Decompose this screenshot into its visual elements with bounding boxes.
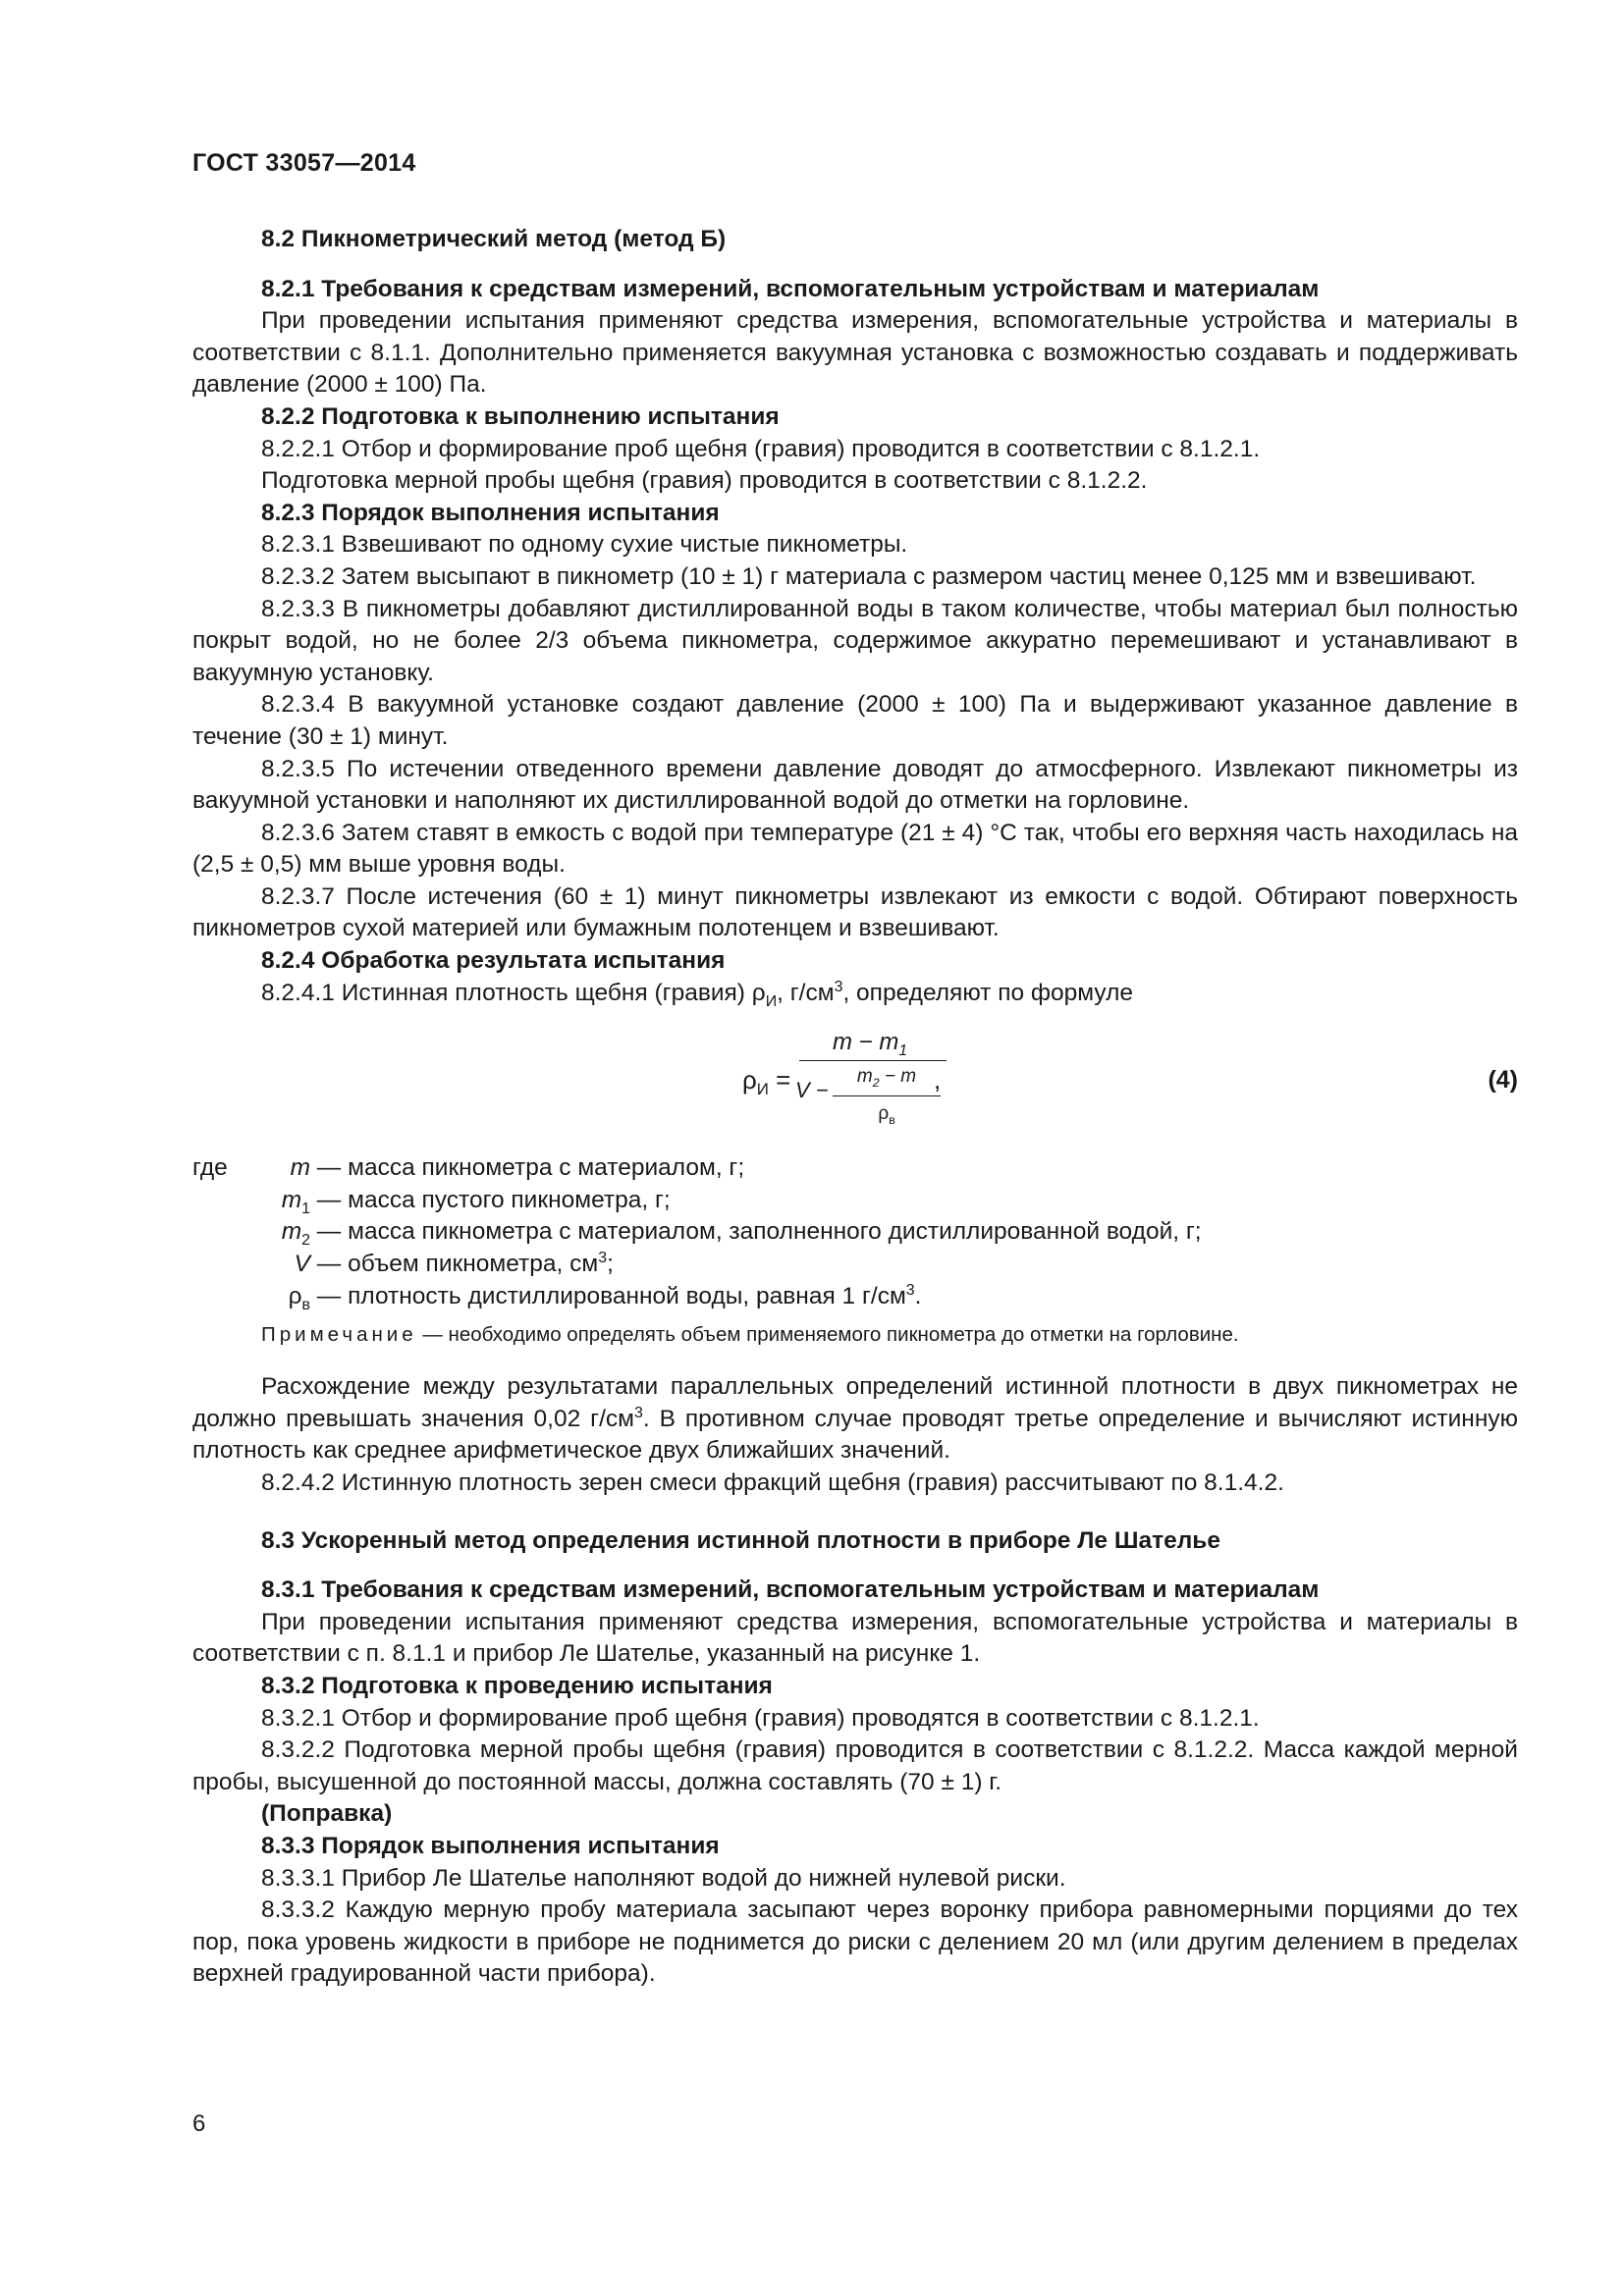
formula-denominator: V − $m_2 - m$ $\rho_в$ [811,1061,929,1120]
section-8-2-1-title: 8.2.1 Требования к средствам измерений, вспомогательным устройствам и материалам [261,275,1320,302]
section-8-2-4-title: 8.2.4 Обработка результата испытания [261,947,726,975]
legend-row: $m_1$ — масса пустого пикнометра, г; [281,1186,671,1217]
paragraph: При проведении испытания применяют средства измерения, вспомогательные устройства и материалы в соответствии с 8.1.1. Дополнительно применяется вакуумная установка с возможностью создавать и поддерживать давление (2000 ± 100) Па. [192,307,1518,399]
section-8-2-3-title: 8.2.3 Порядок выполнения испытания [261,499,720,526]
paragraph: Подготовка мерной пробы щебня (гравия) проводится в соответствии с 8.1.2.2. [261,467,1148,495]
paragraph: 8.3.3.2 Каждую мерную пробу материала засыпают через воронку прибора равномерными порциями до тех пор, пока уровень жидкости в приборе не поднимется до риски с делением 20 мл (или другим делением в пределах верхней градуированной части прибора). [192,1896,1518,1988]
section-8-3-title: 8.3 Ускоренный метод определения истинной плотности в приборе Ле Шателье [261,1526,1220,1554]
section-8-2-2-title: 8.2.2 Подготовка к выполнению испытания [261,402,780,430]
equation-number: (4) [1488,1066,1518,1095]
legend-row: $m_2$ — масса пикнометра с материалом, заполненного дистиллированной водой, г; [281,1218,1202,1250]
paragraph: 8.2.3.1 Взвешивают по одному сухие чистые пикнометры. [261,531,908,559]
paragraph: 8.2.3.4 В вакуумной установке создают давление (2000 ± 100) Па и выдерживают указанное давление в течение (30 ± 1) минут. [192,691,1518,750]
formula-inner-fraction: $m_2 - m$ $\rho_в$ [833,1061,941,1130]
paragraph: При проведении испытания применяют средства измерения, вспомогательные устройства и материалы в соответствии с п. 8.1.1 и прибор Ле Шателье, указанный на рисунке 1. [192,1608,1518,1668]
legend-row: где m — масса пикнометра с материалом, г; [192,1154,745,1182]
paragraph: 8.3.2.2 Подготовка мерной пробы щебня (гравия) проводится в соответствии с 8.1.2.2. Масса каждой мерной пробы, высушенной до постоянной массы, должна составлять (70 ± 1) г. [192,1736,1518,1795]
paragraph: 8.3.3.1 Прибор Ле Шателье наполняют водой до нижней нулевой риски. [261,1864,1066,1892]
formula-lhs: $\rho_И$ = [742,1065,791,1099]
formula-block: $\rho_И$ = $m - m_1$ V − $m_2 - m$ $\rho_в$ , (4) [192,1017,1518,1143]
paragraph: 8.2.2.1 Отбор и формирование проб щебня (гравия) проводится в соответствии с 8.1.2.1. [261,435,1261,462]
formula-numerator: $m - m_1$ [832,1029,908,1060]
legend-row: V — объем пикнометра, $см^3$; [294,1249,614,1278]
paragraph: 8.2.3.5 По истечении отведенного времени давление доводят до атмосферного. Извлекают пикнометры из вакуумной установки и наполняют их дистиллированной водой до отметки на горловине. [192,755,1518,815]
note-label: Примечание [261,1323,417,1347]
note: Примечание — необходимо определять объем применяемого пикнометра до отметки на горловине. [261,1323,1239,1347]
page-number: 6 [192,2110,206,2137]
inner-fraction-bar [833,1095,941,1096]
paragraph: 8.2.3.2 Затем высыпают в пикнометр (10 ± 1) г материала с размером частиц менее 0,125 мм и взвешивают. [261,562,1477,590]
section-8-2-title: 8.2 Пикнометрический метод (метод Б) [261,226,727,252]
document-header: ГОСТ 33057—2014 [192,149,416,177]
amendment-label: (Поправка) [261,1800,393,1828]
paragraph: 8.3.2.1 Отбор и формирование проб щебня (гравия) проводятся в соответствии с 8.1.2.1. [261,1704,1260,1732]
legend-row: $\rho_в$ — плотность дистиллированной воды, равная 1 $г/см^3$. [288,1281,922,1313]
section-8-3-3-title: 8.3.3 Порядок выполнения испытания [261,1832,720,1859]
paragraph-formula-intro: 8.2.4.1 Истинная плотность щебня (гравия) $\rho_И$, $г/см^3$, определяют по формуле [261,978,1134,1010]
paragraph: 8.2.4.2 Истинную плотность зерен смеси фракций щебня (гравия) рассчитывают по 8.1.4.2. [261,1469,1284,1496]
paragraph: Расхождение между результатами параллельных определений истинной плотности в двух пикнометрах не должно превышать значения 0,02 $г/см^3$. В противном случае проводят третье определение и вычисляют истинную плотность как среднее арифметическое двух ближайших значений. [192,1373,1518,1465]
section-8-3-1-title: 8.3.1 Требования к средствам измерений, вспомогательным устройствам и материалам [261,1576,1320,1604]
section-8-3-2-title: 8.3.2 Подготовка к проведению испытания [261,1672,773,1699]
paragraph: 8.2.3.6 Затем ставят в емкость с водой при температуре (21 ± 4) °С так, чтобы его верхняя часть находилась на (2,5 ± 0,5) мм выше уровня воды. [192,819,1518,879]
formula-legend [192,1152,1518,1312]
document-body [192,224,1518,1991]
paragraph: 8.2.3.3 В пикнометры добавляют дистиллированной воды в таком количестве, чтобы материал был полностью покрыт водой, но не более 2/3 объема пикнометра, содержимое аккуратно перемешивают и устанавливают в вакуумную установку. [192,595,1518,686]
formula-fraction [795,1027,929,1127]
paragraph: 8.2.3.7 После истечения (60 ± 1) минут пикнометры извлекают из емкости с водой. Обтирают поверхность пикнометров сухой материей или бумажным полотенцем и взвешивают. [192,882,1518,942]
